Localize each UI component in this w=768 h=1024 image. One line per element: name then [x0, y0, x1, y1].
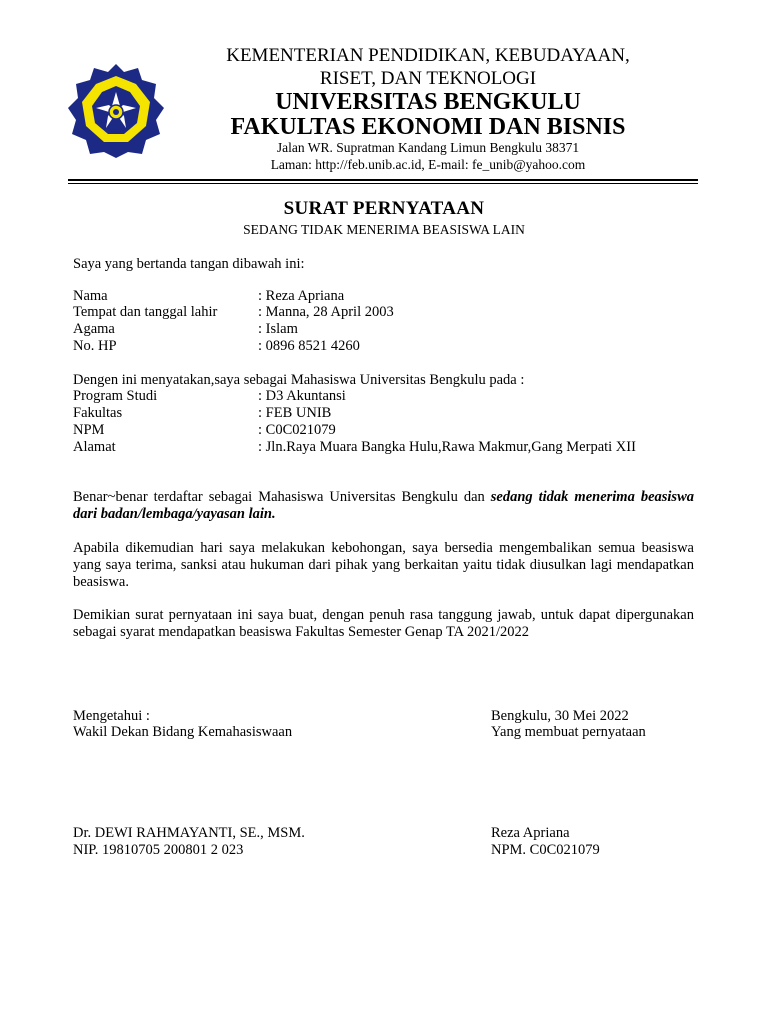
field-value: : FEB UNIB: [258, 405, 332, 421]
paragraph-closing: Demikian surat pernyataan ini saya buat, dengan penuh rasa tanggung jawab, untuk dapat dipergunakan sebagai syarat mendapatkan beasiswa Fakultas Semester Genap TA 2021/2022: [73, 607, 694, 640]
field-label: Alamat: [73, 439, 116, 455]
paragraph-emphasis: sedang tidak menerima beasiswa dari badan/lembaga/yayasan lain.: [73, 489, 694, 522]
university-name: UNIVERSITAS BENGKULU: [275, 89, 581, 115]
intro-text: Saya yang bertanda tangan dibawah ini:: [73, 256, 305, 272]
field-label: No. HP: [73, 338, 117, 354]
faculty-name: FAKULTAS EKONOMI DAN BISNIS: [230, 114, 626, 140]
sign-right-id: NPM. C0C021079: [491, 842, 600, 858]
university-emblem-icon: [66, 62, 166, 158]
field-label: Program Studi: [73, 388, 158, 404]
field-label: Nama: [73, 288, 108, 304]
letterhead-divider-thick: [68, 179, 698, 181]
field-value: : Jln.Raya Muara Bangka Hulu,Rawa Makmur,Gang Merpati XII: [258, 439, 636, 455]
field-label: NPM: [73, 422, 105, 438]
field-label: Fakultas: [73, 405, 123, 421]
sign-left-label: Mengetahui :: [73, 708, 150, 724]
sign-left-id: NIP. 19810705 200801 2 023: [73, 842, 244, 858]
letter-subtitle: SEDANG TIDAK MENERIMA BEASISWA LAIN: [243, 222, 525, 237]
sign-right-name: Reza Apriana: [491, 825, 570, 841]
statement-intro: Dengen ini menyatakan,saya sebagai Mahasiswa Universitas Bengkulu pada :: [73, 372, 525, 388]
sign-right-date: Bengkulu, 30 Mei 2022: [491, 708, 629, 724]
ministry-line-1: KEMENTERIAN PENDIDIKAN, KEBUDAYAAN,: [226, 45, 630, 66]
field-value: : C0C021079: [258, 422, 336, 438]
ministry-line-2: RISET, DAN TEKNOLOGI: [319, 68, 537, 89]
sign-right-role: Yang membuat pernyataan: [491, 724, 646, 740]
paragraph-text: Benar~benar terdaftar sebagai Mahasiswa Universitas Bengkulu dan: [73, 489, 491, 505]
letter-title: SURAT PERNYATAAN: [283, 198, 485, 219]
paragraph-consequence: Apabila dikemudian hari saya melakukan kebohongan, saya bersedia mengembalikan semua beasiswa yang saya terima, sanksi atau hukuman dari pihak yang berkaitan yaitu tidak diusulkan lagi mendapatkan beasiswa.: [73, 540, 694, 590]
letterhead-divider-thin: [68, 183, 698, 184]
field-value: : Reza Apriana: [258, 288, 345, 304]
field-value: : D3 Akuntansi: [258, 388, 346, 404]
sign-left-name: Dr. DEWI RAHMAYANTI, SE., MSM.: [73, 825, 305, 841]
field-label: Tempat dan tanggal lahir: [73, 304, 218, 320]
sign-left-role: Wakil Dekan Bidang Kemahasiswaan: [73, 724, 293, 740]
paragraph-registration: [73, 489, 694, 523]
field-value: : Islam: [258, 321, 298, 337]
field-value: : 0896 8521 4260: [258, 338, 360, 354]
field-label: Agama: [73, 321, 115, 337]
faculty-contact: Laman: http://feb.unib.ac.id, E-mail: fe_unib@yahoo.com: [270, 157, 586, 172]
field-value: : Manna, 28 April 2003: [258, 304, 394, 320]
faculty-address: Jalan WR. Supratman Kandang Limun Bengkulu 38371: [276, 140, 580, 155]
